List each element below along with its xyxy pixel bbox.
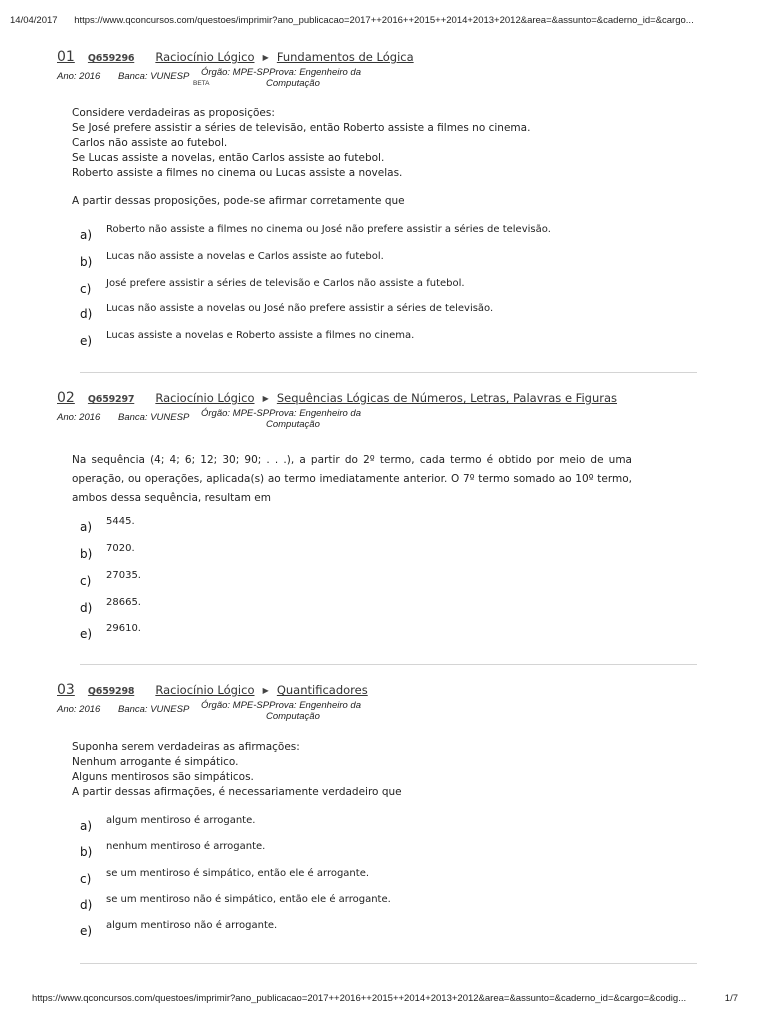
breadcrumb-arrow-icon: ▶ — [262, 686, 269, 695]
breadcrumb-arrow-icon: ▶ — [262, 394, 269, 403]
option-c[interactable] — [80, 278, 680, 300]
option-letter: b) — [80, 547, 93, 561]
meta-orgao — [201, 67, 391, 89]
option-letter: c) — [80, 574, 92, 588]
option-letter: d) — [80, 307, 93, 321]
breadcrumb-arrow-icon: ▶ — [262, 53, 269, 62]
question-stem — [72, 106, 632, 209]
subject-link[interactable]: Raciocínio Lógico — [155, 391, 255, 405]
stem-line: Considere verdadeiras as proposições: — [72, 107, 275, 119]
option-letter: e) — [80, 334, 93, 348]
option-b[interactable] — [80, 841, 680, 863]
option-text: Lucas não assiste a novelas ou José não prefere assistir a séries de televisão. — [106, 303, 494, 314]
option-letter: a) — [80, 819, 93, 833]
option-letter: a) — [80, 520, 93, 534]
option-text: se um mentiroso não é simpático, então ele é arrogante. — [106, 894, 391, 905]
option-letter: b) — [80, 845, 93, 859]
option-letter: d) — [80, 601, 93, 615]
option-text: 28665. — [106, 597, 141, 608]
option-letter: b) — [80, 255, 93, 269]
topic-link[interactable]: Sequências Lógicas de Números, Letras, Palavras e Figuras — [276, 391, 618, 405]
stem-line: A partir dessas afirmações, é necessariamente verdadeiro que — [72, 786, 402, 798]
stem-line: Roberto assiste a filmes no cinema ou Lucas assiste a novelas. — [72, 167, 403, 179]
stem-line: Se José prefere assistir a séries de televisão, então Roberto assiste a filmes no cinema. — [72, 122, 531, 134]
option-letter: e) — [80, 627, 93, 641]
meta-ano: Ano: 2016 — [57, 71, 101, 82]
question-separator — [80, 372, 697, 373]
option-d[interactable] — [80, 894, 680, 916]
meta-ano: Ano: 2016 — [57, 704, 101, 715]
option-text: Lucas não assiste a novelas e Carlos assiste ao futebol. — [106, 251, 384, 262]
print-footer — [32, 993, 738, 1004]
meta-orgao — [201, 700, 391, 722]
meta-orgao-line1: Órgão: MPE-SPProva: Engenheiro da — [201, 408, 362, 419]
question-header — [57, 46, 414, 65]
option-letter: c) — [80, 872, 92, 886]
stem-line: Alguns mentirosos são simpáticos. — [72, 771, 254, 783]
option-b[interactable] — [80, 251, 680, 273]
option-text: algum mentiroso não é arrogante. — [106, 920, 278, 931]
stem-line: A partir dessas proposições, pode-se afirmar corretamente que — [72, 195, 405, 207]
print-date: 14/04/2017 — [10, 15, 58, 26]
option-text: Lucas assiste a novelas e Roberto assiste a filmes no cinema. — [106, 330, 415, 341]
option-letter: d) — [80, 898, 93, 912]
question-separator — [80, 963, 697, 964]
option-a[interactable] — [80, 224, 680, 246]
option-e[interactable] — [80, 330, 680, 352]
meta-orgao — [201, 408, 391, 430]
option-text: 7020. — [106, 543, 135, 554]
meta-orgao-line2: Computação — [266, 78, 320, 89]
meta-orgao-line2: Computação — [266, 419, 320, 430]
option-text: nenhum mentiroso é arrogante. — [106, 841, 266, 852]
topic-link[interactable]: Quantificadores — [276, 683, 368, 697]
option-text: 29610. — [106, 623, 141, 634]
subject-link[interactable]: Raciocínio Lógico — [155, 50, 255, 64]
option-e[interactable] — [80, 623, 680, 645]
option-c[interactable] — [80, 868, 680, 890]
print-url: https://www.qconcursos.com/questoes/imprimir?ano_publicacao=2017++2016++2015++2014+2013+2012&area=&assunto=&caderno_id=&cargo... — [74, 15, 694, 26]
meta-banca: Banca: VUNESP — [118, 412, 190, 423]
question-meta — [57, 67, 457, 101]
meta-banca: Banca: VUNESP — [118, 71, 190, 82]
option-letter: e) — [80, 924, 93, 938]
question-code[interactable]: Q659296 — [87, 53, 135, 64]
option-text: José prefere assistir a séries de televisão e Carlos não assiste a futebol. — [106, 278, 465, 289]
option-letter: a) — [80, 228, 93, 242]
stem-line: Nenhum arrogante é simpático. — [72, 756, 239, 768]
stem-paragraph: Na sequência (4; 4; 6; 12; 30; 90; . . .), a partir do 2º termo, cada termo é obtido por meio de uma operação, ou operações, aplicada(s) ao termo imediatamente anterior. O 7º termo somado ao 10º termo, ambos dessa sequência, resultam em — [72, 454, 632, 504]
meta-orgao-line1: Órgão: MPE-SPProva: Engenheiro da — [201, 67, 362, 78]
question-number[interactable]: 03 — [57, 682, 75, 698]
option-text: 27035. — [106, 570, 141, 581]
option-text: algum mentiroso é arrogante. — [106, 815, 256, 826]
option-text: se um mentiroso é simpático, então ele é arrogante. — [106, 868, 370, 879]
page-number: 1/7 — [724, 993, 738, 1004]
option-e[interactable] — [80, 920, 680, 942]
question-number[interactable]: 01 — [57, 49, 75, 65]
option-a[interactable] — [80, 516, 680, 538]
option-text: Roberto não assiste a filmes no cinema ou José não prefere assistir a séries de televisão. — [106, 224, 551, 235]
meta-orgao-line1: Órgão: MPE-SPProva: Engenheiro da — [201, 700, 362, 711]
question-separator — [80, 664, 697, 665]
stem-line: Se Lucas assiste a novelas, então Carlos assiste ao futebol. — [72, 152, 385, 164]
option-d[interactable] — [80, 303, 680, 325]
question-code[interactable]: Q659297 — [87, 394, 135, 405]
option-d[interactable] — [80, 597, 680, 619]
option-a[interactable] — [80, 815, 680, 837]
stem-line: Suponha serem verdadeiras as afirmações: — [72, 741, 300, 753]
option-letter: c) — [80, 282, 92, 296]
beta-badge: BETA — [193, 80, 210, 87]
question-stem — [72, 740, 632, 800]
stem-line: Carlos não assiste ao futebol. — [72, 137, 228, 149]
question-meta — [57, 700, 457, 734]
option-c[interactable] — [80, 570, 680, 592]
option-b[interactable] — [80, 543, 680, 565]
meta-banca: Banca: VUNESP — [118, 704, 190, 715]
meta-orgao-line2: Computação — [266, 711, 320, 722]
meta-ano: Ano: 2016 — [57, 412, 101, 423]
question-stem — [72, 451, 632, 508]
option-text: 5445. — [106, 516, 135, 527]
subject-link[interactable]: Raciocínio Lógico — [155, 683, 255, 697]
question-number[interactable]: 02 — [57, 390, 75, 406]
question-header — [57, 387, 617, 406]
print-header — [10, 15, 758, 26]
question-meta — [57, 408, 457, 442]
footer-url: https://www.qconcursos.com/questoes/imprimir?ano_publicacao=2017++2016++2015++2014+2013+2012&area=&assunto=&caderno_id=&cargo=&codig... — [32, 993, 687, 1004]
question-header — [57, 679, 368, 698]
question-code[interactable]: Q659298 — [87, 686, 135, 697]
topic-link[interactable]: Fundamentos de Lógica — [276, 50, 414, 64]
